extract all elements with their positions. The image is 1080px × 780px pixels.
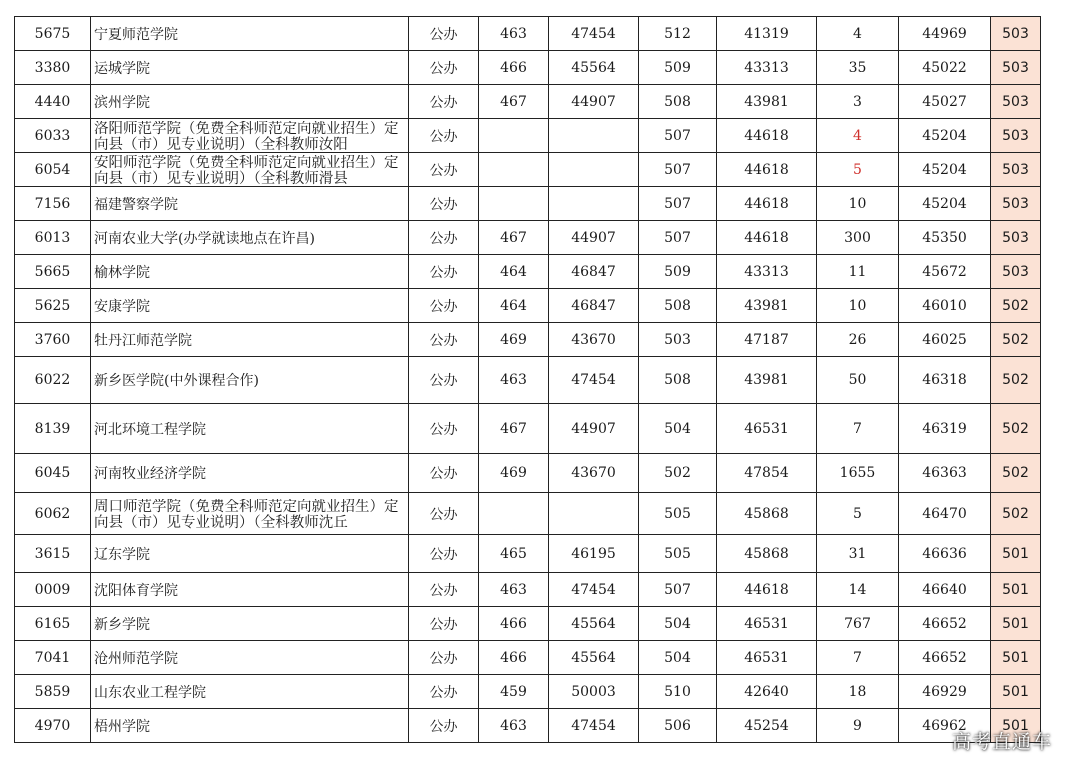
- table-row: [15, 493, 1041, 535]
- school-name-cell: [91, 641, 409, 675]
- col-score-2-cell: 506: [639, 709, 717, 743]
- min-score-cell: 503: [991, 187, 1041, 221]
- school-name-cell: [91, 607, 409, 641]
- col-rank-2-cell: 45868: [717, 535, 817, 573]
- col-rank-3-cell: 46318: [899, 357, 991, 404]
- col-rank-2-cell: 46531: [717, 641, 817, 675]
- col-plan-cell: 7: [817, 404, 899, 454]
- col-rank-3-cell: 45204: [899, 153, 991, 187]
- school-name-cell: [91, 573, 409, 607]
- school-name-text: 新乡医学院(中外课程合作): [94, 373, 259, 389]
- col-score-1-cell: 464: [479, 255, 549, 289]
- col-rank-1-cell: 45564: [549, 51, 639, 85]
- col-rank-1-cell: 46847: [549, 255, 639, 289]
- school-name-text: 辽东学院: [94, 546, 150, 563]
- col-rank-1-cell: 46847: [549, 289, 639, 323]
- min-score-cell: 501: [991, 535, 1041, 573]
- col-rank-3-cell: 46640: [899, 573, 991, 607]
- ownership-cell: 公办: [409, 255, 479, 289]
- col-score-1-cell: [479, 153, 549, 187]
- col-plan-cell: 35: [817, 51, 899, 85]
- school-name-cell: [91, 119, 409, 153]
- min-score-cell: 503: [991, 221, 1041, 255]
- col-score-1-cell: [479, 119, 549, 153]
- school-name-cell: [91, 187, 409, 221]
- school-name-cell: [91, 404, 409, 454]
- ownership-cell: 公办: [409, 535, 479, 573]
- col-score-1-cell: 466: [479, 641, 549, 675]
- col-rank-3-cell: 45204: [899, 119, 991, 153]
- code-cell: 5859: [15, 675, 91, 709]
- col-rank-1-cell: 47454: [549, 357, 639, 404]
- col-plan-cell: 4: [817, 119, 899, 153]
- school-name-cell: [91, 535, 409, 573]
- min-score-cell: 502: [991, 357, 1041, 404]
- table-row: [15, 454, 1041, 493]
- admission-score-table: [14, 16, 1041, 743]
- min-score-cell: 501: [991, 641, 1041, 675]
- min-score-cell: 503: [991, 85, 1041, 119]
- code-cell: 8139: [15, 404, 91, 454]
- col-score-2-cell: 502: [639, 454, 717, 493]
- col-score-1-cell: [479, 493, 549, 535]
- col-score-2-cell: 507: [639, 119, 717, 153]
- ownership-cell: 公办: [409, 221, 479, 255]
- col-score-2-cell: 509: [639, 255, 717, 289]
- col-plan-cell: 10: [817, 289, 899, 323]
- ownership-cell: 公办: [409, 153, 479, 187]
- school-name-text: 山东农业工程学院: [94, 684, 206, 701]
- col-rank-2-cell: 45868: [717, 493, 817, 535]
- col-rank-1-cell: 45564: [549, 641, 639, 675]
- school-name-text: 沈阳体育学院: [94, 582, 178, 599]
- col-rank-3-cell: 45022: [899, 51, 991, 85]
- col-rank-3-cell: 45027: [899, 85, 991, 119]
- school-name-text: 滨州学院: [94, 94, 150, 111]
- col-rank-2-cell: 43313: [717, 51, 817, 85]
- col-rank-3-cell: 46470: [899, 493, 991, 535]
- col-plan-cell: 300: [817, 221, 899, 255]
- ownership-cell: 公办: [409, 289, 479, 323]
- min-score-cell: 503: [991, 17, 1041, 51]
- school-name-cell: [91, 153, 409, 187]
- school-name-text: 宁夏师范学院: [94, 26, 178, 43]
- col-rank-3-cell: 44969: [899, 17, 991, 51]
- code-cell: 5665: [15, 255, 91, 289]
- school-name-cell: [91, 493, 409, 535]
- col-rank-1-cell: 45564: [549, 607, 639, 641]
- school-name-text: 梧州学院: [94, 718, 150, 735]
- watermark-text: 高考直通车: [951, 731, 1052, 753]
- col-score-1-cell: [479, 187, 549, 221]
- code-cell: 5625: [15, 289, 91, 323]
- table-row: [15, 221, 1041, 255]
- min-score-cell: 503: [991, 153, 1041, 187]
- ownership-cell: 公办: [409, 323, 479, 357]
- table-row: [15, 187, 1041, 221]
- col-rank-3-cell: 46319: [899, 404, 991, 454]
- min-score-cell: 501: [991, 709, 1041, 743]
- min-score-cell: 501: [991, 675, 1041, 709]
- table-row: [15, 573, 1041, 607]
- col-rank-2-cell: 44618: [717, 221, 817, 255]
- code-cell: 7156: [15, 187, 91, 221]
- col-rank-3-cell: 46363: [899, 454, 991, 493]
- ownership-cell: 公办: [409, 607, 479, 641]
- table-row: [15, 404, 1041, 454]
- ownership-cell: 公办: [409, 51, 479, 85]
- col-rank-2-cell: 46531: [717, 607, 817, 641]
- code-cell: 0009: [15, 573, 91, 607]
- min-score-cell: 502: [991, 493, 1041, 535]
- col-plan-cell: 26: [817, 323, 899, 357]
- col-rank-2-cell: 44618: [717, 573, 817, 607]
- ownership-cell: 公办: [409, 187, 479, 221]
- col-rank-2-cell: 43313: [717, 255, 817, 289]
- table-row: [15, 535, 1041, 573]
- school-name-cell: [91, 17, 409, 51]
- col-score-1-cell: 469: [479, 454, 549, 493]
- col-plan-cell: 10: [817, 187, 899, 221]
- table-row: [15, 153, 1041, 187]
- col-score-1-cell: 467: [479, 221, 549, 255]
- col-rank-2-cell: 42640: [717, 675, 817, 709]
- code-cell: 5675: [15, 17, 91, 51]
- min-score-cell: 502: [991, 289, 1041, 323]
- col-rank-2-cell: 43981: [717, 357, 817, 404]
- school-name-cell: [91, 675, 409, 709]
- code-cell: 4970: [15, 709, 91, 743]
- col-score-2-cell: 508: [639, 289, 717, 323]
- col-score-1-cell: 463: [479, 709, 549, 743]
- school-name-text: 洛阳师范学院（免费全科师范定向就业招生）定向县（市）见专业说明）（全科教师汝阳: [94, 120, 399, 151]
- code-cell: 6033: [15, 119, 91, 153]
- col-rank-1-cell: 47454: [549, 17, 639, 51]
- school-name-cell: [91, 357, 409, 404]
- table-row: [15, 709, 1041, 743]
- col-score-1-cell: 459: [479, 675, 549, 709]
- col-score-1-cell: 466: [479, 51, 549, 85]
- school-name-text: 安康学院: [94, 298, 150, 315]
- col-rank-3-cell: 45672: [899, 255, 991, 289]
- col-rank-2-cell: 44618: [717, 153, 817, 187]
- col-rank-1-cell: 44907: [549, 85, 639, 119]
- col-plan-cell: 4: [817, 17, 899, 51]
- col-plan-cell: 9: [817, 709, 899, 743]
- col-score-2-cell: 512: [639, 17, 717, 51]
- col-rank-1-cell: 50003: [549, 675, 639, 709]
- col-score-1-cell: 465: [479, 535, 549, 573]
- col-score-1-cell: 463: [479, 573, 549, 607]
- col-score-2-cell: 507: [639, 221, 717, 255]
- ownership-cell: 公办: [409, 85, 479, 119]
- col-score-1-cell: 464: [479, 289, 549, 323]
- min-score-cell: 502: [991, 454, 1041, 493]
- col-plan-cell: 18: [817, 675, 899, 709]
- code-cell: 6062: [15, 493, 91, 535]
- col-plan-cell: 7: [817, 641, 899, 675]
- col-rank-2-cell: 43981: [717, 85, 817, 119]
- school-name-text: 福建警察学院: [94, 196, 178, 213]
- col-rank-1-cell: [549, 153, 639, 187]
- table-row: [15, 607, 1041, 641]
- col-plan-cell: 14: [817, 573, 899, 607]
- code-cell: 6054: [15, 153, 91, 187]
- col-score-2-cell: 507: [639, 153, 717, 187]
- col-score-2-cell: 509: [639, 51, 717, 85]
- table-row: [15, 85, 1041, 119]
- col-rank-1-cell: 43670: [549, 323, 639, 357]
- code-cell: 6165: [15, 607, 91, 641]
- code-cell: 6045: [15, 454, 91, 493]
- col-score-2-cell: 504: [639, 641, 717, 675]
- table-row: [15, 675, 1041, 709]
- school-name-text: 牡丹江师范学院: [94, 332, 192, 349]
- school-name-cell: [91, 454, 409, 493]
- school-name-cell: [91, 255, 409, 289]
- table-row: [15, 323, 1041, 357]
- col-score-2-cell: 505: [639, 535, 717, 573]
- col-rank-3-cell: 45350: [899, 221, 991, 255]
- code-cell: 6022: [15, 357, 91, 404]
- col-rank-2-cell: 45254: [717, 709, 817, 743]
- school-name-text: 河南牧业经济学院: [94, 466, 206, 482]
- code-cell: 4440: [15, 85, 91, 119]
- table-row: [15, 51, 1041, 85]
- col-rank-1-cell: [549, 187, 639, 221]
- col-plan-cell: 3: [817, 85, 899, 119]
- col-rank-1-cell: 46195: [549, 535, 639, 573]
- table-row: [15, 17, 1041, 51]
- col-rank-3-cell: 46652: [899, 607, 991, 641]
- school-name-cell: [91, 709, 409, 743]
- school-name-text: 新乡学院: [94, 616, 150, 633]
- col-rank-2-cell: 41319: [717, 17, 817, 51]
- school-name-cell: [91, 221, 409, 255]
- col-score-2-cell: 504: [639, 404, 717, 454]
- col-score-1-cell: 467: [479, 85, 549, 119]
- col-plan-cell: 767: [817, 607, 899, 641]
- table-row: [15, 641, 1041, 675]
- col-score-1-cell: 463: [479, 17, 549, 51]
- ownership-cell: 公办: [409, 641, 479, 675]
- school-name-text: 榆林学院: [94, 264, 150, 281]
- code-cell: 3380: [15, 51, 91, 85]
- col-rank-2-cell: 43981: [717, 289, 817, 323]
- col-plan-cell: 31: [817, 535, 899, 573]
- ownership-cell: 公办: [409, 404, 479, 454]
- col-rank-1-cell: [549, 493, 639, 535]
- col-plan-cell: 1655: [817, 454, 899, 493]
- school-name-text: 河南农业大学(办学就读地点在许昌): [94, 230, 315, 247]
- ownership-cell: 公办: [409, 709, 479, 743]
- school-name-cell: [91, 289, 409, 323]
- col-plan-cell: 5: [817, 153, 899, 187]
- col-rank-3-cell: 45204: [899, 187, 991, 221]
- min-score-cell: 503: [991, 255, 1041, 289]
- school-name-text: 运城学院: [94, 60, 150, 77]
- table-row: [15, 289, 1041, 323]
- col-rank-2-cell: 47854: [717, 454, 817, 493]
- min-score-cell: 501: [991, 573, 1041, 607]
- col-score-2-cell: 504: [639, 607, 717, 641]
- school-name-text: 河北环境工程学院: [94, 421, 206, 438]
- col-score-2-cell: 507: [639, 573, 717, 607]
- min-score-cell: 501: [991, 607, 1041, 641]
- table-row: [15, 119, 1041, 153]
- col-plan-cell: 5: [817, 493, 899, 535]
- col-score-1-cell: 466: [479, 607, 549, 641]
- col-score-2-cell: 507: [639, 187, 717, 221]
- ownership-cell: 公办: [409, 454, 479, 493]
- col-rank-2-cell: 44618: [717, 187, 817, 221]
- table-row: [15, 255, 1041, 289]
- col-score-2-cell: 503: [639, 323, 717, 357]
- col-rank-1-cell: 47454: [549, 573, 639, 607]
- col-score-1-cell: 469: [479, 323, 549, 357]
- col-rank-3-cell: 46652: [899, 641, 991, 675]
- table-row: [15, 357, 1041, 404]
- ownership-cell: 公办: [409, 493, 479, 535]
- col-plan-cell: 50: [817, 357, 899, 404]
- min-score-cell: 503: [991, 119, 1041, 153]
- col-rank-2-cell: 46531: [717, 404, 817, 454]
- col-score-1-cell: 467: [479, 404, 549, 454]
- col-score-2-cell: 508: [639, 85, 717, 119]
- school-name-cell: [91, 51, 409, 85]
- code-cell: 7041: [15, 641, 91, 675]
- col-score-2-cell: 510: [639, 675, 717, 709]
- col-score-1-cell: 463: [479, 357, 549, 404]
- col-rank-1-cell: [549, 119, 639, 153]
- ownership-cell: 公办: [409, 357, 479, 404]
- school-name-cell: [91, 323, 409, 357]
- table-body: [15, 17, 1041, 743]
- min-score-cell: 503: [991, 51, 1041, 85]
- col-rank-3-cell: 46636: [899, 535, 991, 573]
- col-rank-1-cell: 47454: [549, 709, 639, 743]
- col-rank-1-cell: 43670: [549, 454, 639, 493]
- col-rank-2-cell: 47187: [717, 323, 817, 357]
- ownership-cell: 公办: [409, 17, 479, 51]
- min-score-cell: 502: [991, 323, 1041, 357]
- col-rank-3-cell: 46929: [899, 675, 991, 709]
- school-name-text: 周口师范学院（免费全科师范定向就业招生）定向县（市）见专业说明）（全科教师沈丘: [94, 498, 399, 529]
- col-rank-3-cell: 46025: [899, 323, 991, 357]
- col-rank-3-cell: 46962: [899, 709, 991, 743]
- col-score-2-cell: 508: [639, 357, 717, 404]
- col-plan-cell: 11: [817, 255, 899, 289]
- col-rank-2-cell: 44618: [717, 119, 817, 153]
- school-name-cell: [91, 85, 409, 119]
- code-cell: 3615: [15, 535, 91, 573]
- code-cell: 6013: [15, 221, 91, 255]
- school-name-text: 安阳师范学院（免费全科师范定向就业招生）定向县（市）见专业说明）（全科教师滑县: [94, 154, 399, 185]
- ownership-cell: 公办: [409, 573, 479, 607]
- ownership-cell: 公办: [409, 119, 479, 153]
- min-score-cell: 502: [991, 404, 1041, 454]
- col-rank-3-cell: 46010: [899, 289, 991, 323]
- col-rank-1-cell: 44907: [549, 221, 639, 255]
- col-score-2-cell: 505: [639, 493, 717, 535]
- code-cell: 3760: [15, 323, 91, 357]
- ownership-cell: 公办: [409, 675, 479, 709]
- school-name-text: 沧州师范学院: [94, 650, 178, 667]
- col-rank-1-cell: 44907: [549, 404, 639, 454]
